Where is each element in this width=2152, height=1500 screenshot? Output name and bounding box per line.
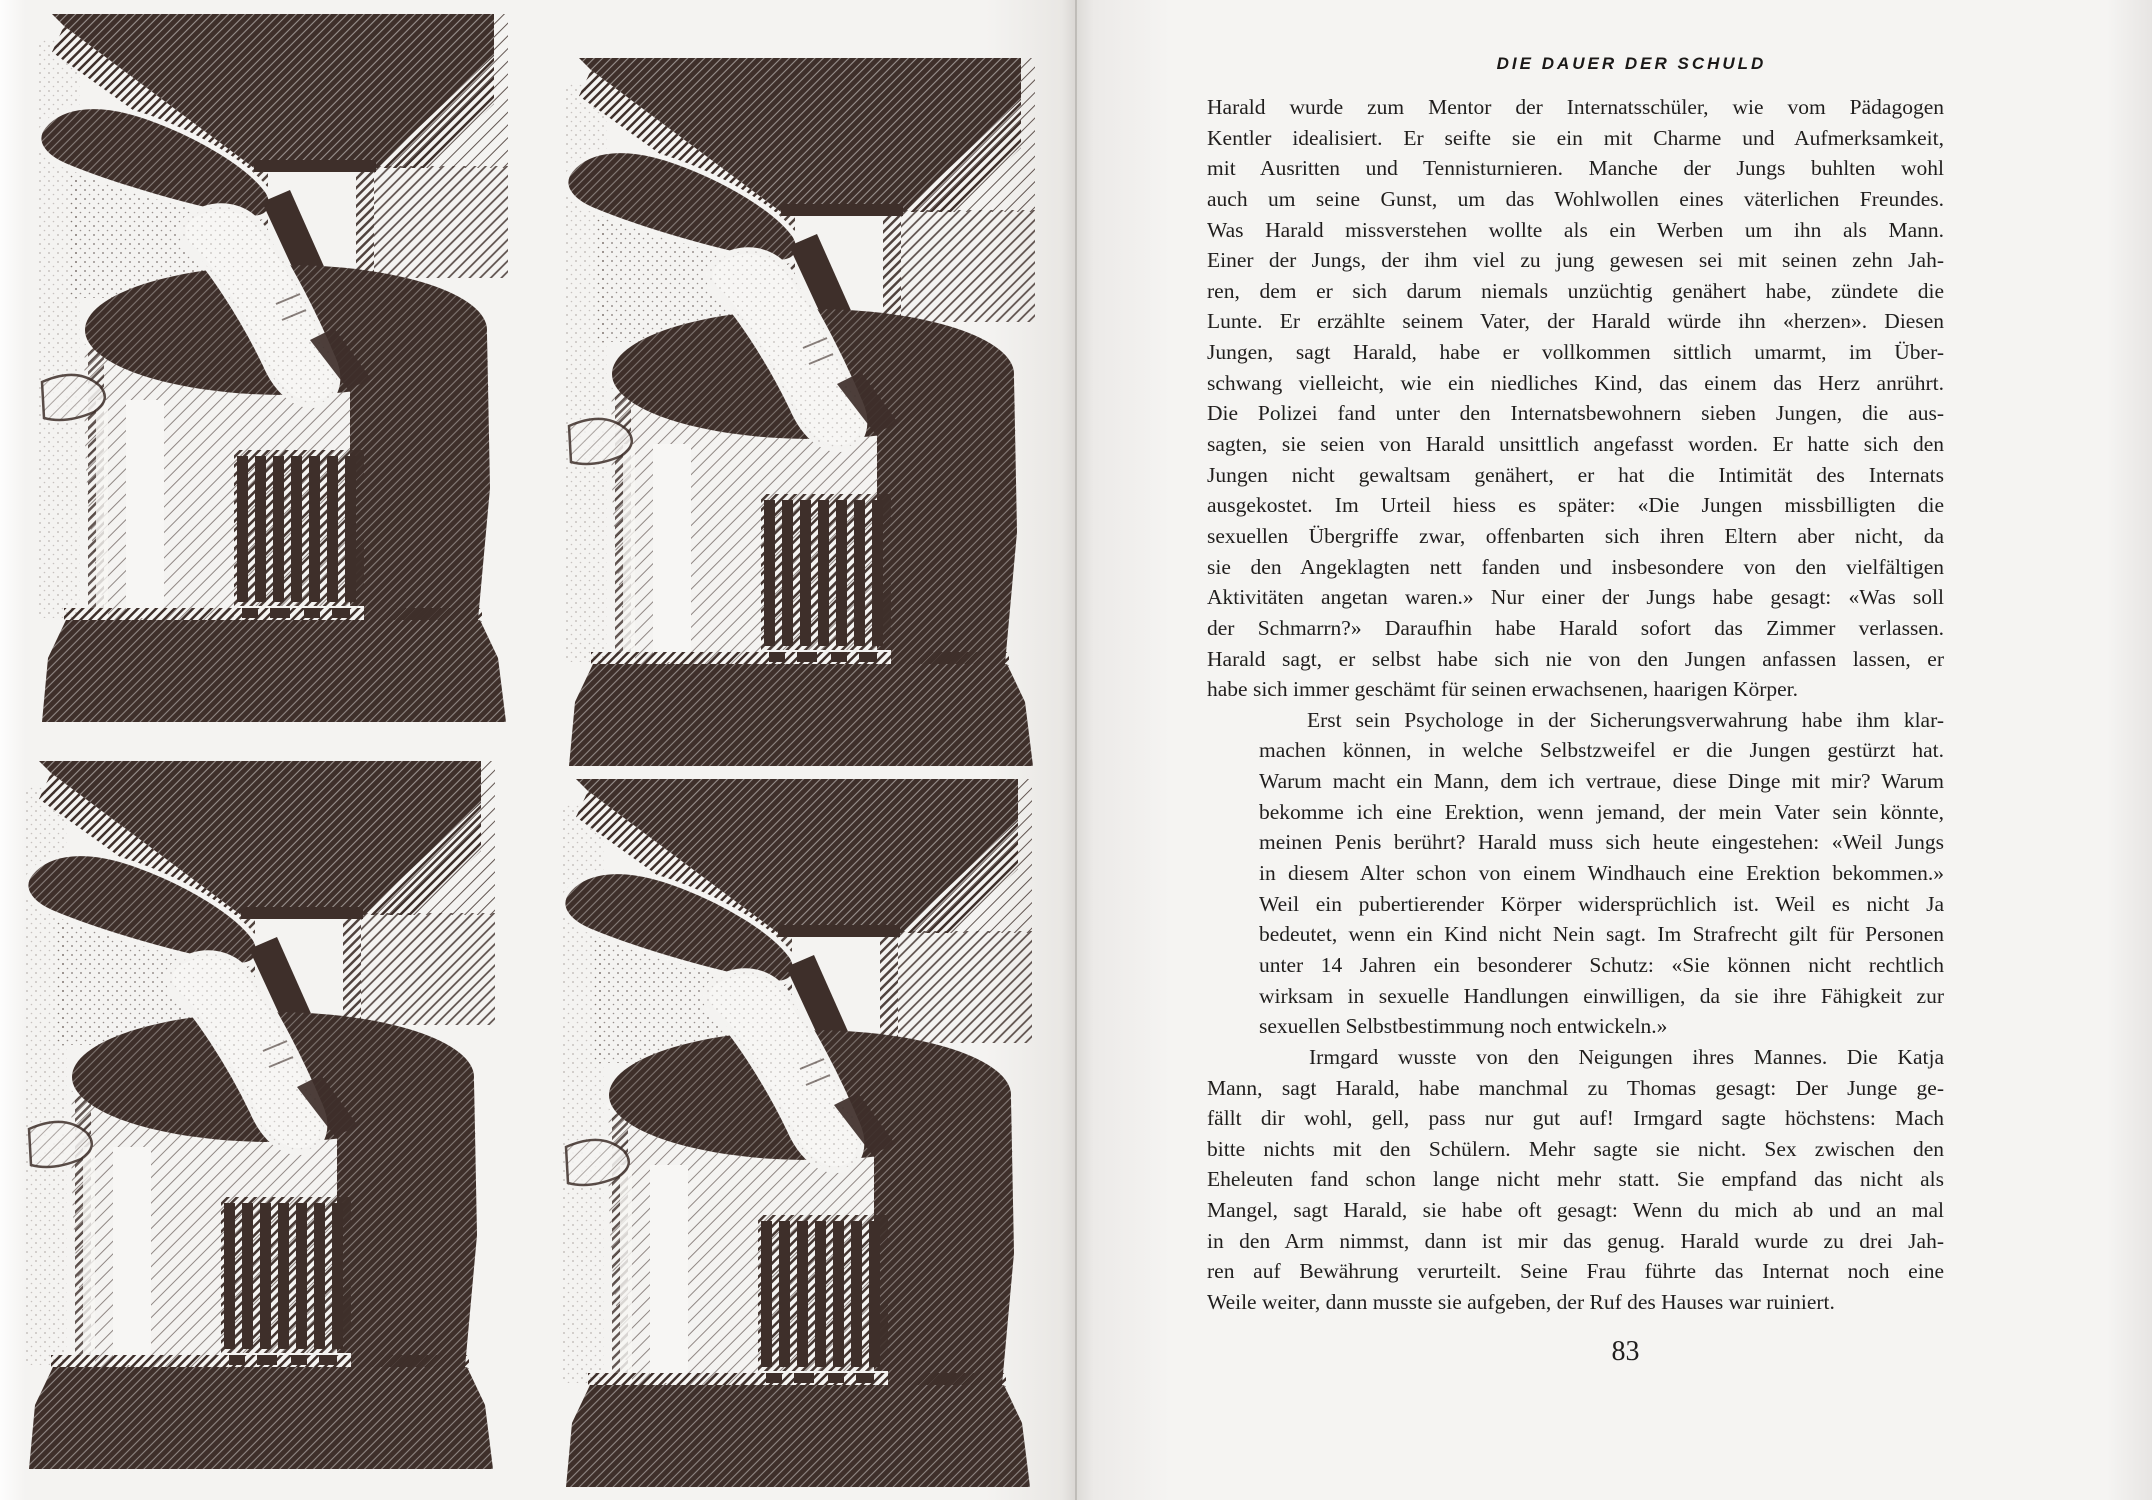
text-line: Weile weiter, dann musste sie aufgeben, der Ruf des Hauses war ruiniert. xyxy=(1207,1289,1835,1314)
text-line: Einer der Jungs, der ihm viel zu jung gewesen sei mit seinen zehn Jah- xyxy=(1207,248,1944,273)
text-line: bitte nichts mit den Schülern. Mehr sagte sie nicht. Sex zwischen den xyxy=(1207,1136,1944,1161)
text-line: ren auf Bewährung verurteilt. Seine Frau führte das Internat noch eine xyxy=(1207,1259,1944,1284)
text-line: Mann, sagt Harald, habe manchmal zu Thomas gesagt: Der Junge ge- xyxy=(1207,1075,1944,1100)
running-head: DIE DAUER DER SCHULD xyxy=(1496,54,1767,73)
text-line: bedeutet, wenn ein Kind nicht Nein sagt. Im Strafrecht gilt für Personen xyxy=(1259,922,1944,947)
text-line: meinen Penis berührt? Harald muss sich heute eingestehen: «Weil Jungs xyxy=(1259,830,1944,855)
text-line: habe sich immer geschämt für seinen erwachsenen, haarigen Körper. xyxy=(1207,677,1799,702)
body-text xyxy=(1207,92,1944,1318)
halftone-figure-3 xyxy=(25,755,495,1470)
text-line: Harald sagt, er selbst habe sich nie von den Jungen anfassen lassen, er xyxy=(1207,646,1944,671)
text-line: in den Arm nimmst, dann ist mir das genug. Harald wurde zu drei Jah- xyxy=(1207,1228,1944,1253)
text-line: sie den Angeklagten nett fanden und insbesondere von den vielfältigen xyxy=(1207,554,1944,579)
halftone-figure-1 xyxy=(38,8,508,723)
paragraph xyxy=(1207,92,1944,705)
text-line: in diesem Alter schon von einem Windhauch eine Erektion bekommen.» xyxy=(1259,861,1944,886)
paragraph xyxy=(1259,705,1944,1042)
text-line: bekomme ich eine Erektion, wenn jemand, der mein Vater sein könnte, xyxy=(1259,799,1944,824)
text-line: Harald wurde zum Mentor der Internatsschüler, wie vom Pädagogen xyxy=(1207,95,1944,119)
text-line: sexuellen Übergriffe zwar, offenbarten sich ihren Eltern aber nicht, da xyxy=(1207,523,1944,548)
text-line: fällt dir wohl, gell, pass nur gut auf! Irmgard sagte höchstens: Mach xyxy=(1207,1106,1944,1131)
text-line: unter 14 Jahren ein besonderer Schutz: «Sie können nicht rechtlich xyxy=(1259,952,1944,977)
text-line: Die Polizei fand unter den Internatsbewohnern sieben Jungen, die aus- xyxy=(1207,401,1944,426)
text-line: auch um seine Gunst, um das Wohlwollen eines väterlichen Freundes. xyxy=(1207,186,1944,211)
text-line: ren, dem er sich darum niemals unzüchtig genähert habe, zündete die xyxy=(1207,278,1944,303)
text-line: Was Harald missverstehen wollte als ein Werben um ihn als Mann. xyxy=(1207,217,1944,242)
text-line: sagten, sie seien von Harald unsittlich angefasst worden. Er hatte sich den xyxy=(1207,432,1944,457)
text-line: ausgekostet. Im Urteil hiess es später: «Die Jungen missbilligten die xyxy=(1207,493,1944,518)
text-line: wirksam in sexuelle Handlungen einwilligen, da sie ihre Fähigkeit zur xyxy=(1259,983,1944,1008)
paragraph xyxy=(1207,1042,1944,1318)
text-line: Lunte. Er erzählte seinem Vater, der Harald würde ihn «herzen». Diesen xyxy=(1207,309,1944,334)
gutter-shadow xyxy=(1075,0,1077,1500)
text-line: der Schmarrn?» Daraufhin habe Harald sofort das Zimmer verlassen. xyxy=(1207,615,1944,640)
right-page xyxy=(1076,0,2152,1500)
text-line: Jungen nicht gewaltsam genähert, er hat die Intimität des Internats xyxy=(1207,462,1944,487)
halftone-figure-4 xyxy=(562,773,1032,1488)
text-line: Aktivitäten angetan waren.» Nur einer der Jungs habe gesagt: «Was soll xyxy=(1207,585,1944,610)
text-line: Kentler idealisiert. Er seifte sie ein mit Charme und Aufmerksamkeit, xyxy=(1207,125,1944,150)
text-line: machen können, in welche Selbstzweifel er die Jungen gestürzt hat. xyxy=(1259,738,1944,763)
text-line: Eheleuten fand schon lange nicht mehr statt. Sie empfand das nicht als xyxy=(1207,1167,1944,1192)
text-line: Erst sein Psychologe in der Sicherungsverwahrung habe ihm klar- xyxy=(1307,707,1944,732)
text-line: Mangel, sagt Harald, sie habe oft gesagt: Wenn du mich ab und an mal xyxy=(1207,1198,1944,1223)
page-number: 83 xyxy=(1611,1336,1640,1367)
text-line: sexuellen Selbstbestimmung noch entwickeln.» xyxy=(1259,1014,1668,1039)
text-line: schwang vielleicht, wie ein niedliches Kind, das einem das Herz anrührt. xyxy=(1207,370,1944,395)
text-line: Irmgard wusste von den Neigungen ihres Mannes. Die Katja xyxy=(1309,1044,1944,1069)
halftone-figure-2 xyxy=(565,52,1035,767)
text-line: Jungen, sagt Harald, habe er vollkommen sittlich umarmt, im Über- xyxy=(1207,340,1944,365)
text-line: Warum macht ein Mann, dem ich vertraue, diese Dinge mit mir? Warum xyxy=(1259,769,1944,794)
text-line: Weil ein pubertierender Körper widersprüchlich ist. Weil es nicht Ja xyxy=(1259,891,1944,916)
text-line: mit Ausritten und Tennisturnieren. Manche der Jungs buhlten wohl xyxy=(1207,156,1944,181)
